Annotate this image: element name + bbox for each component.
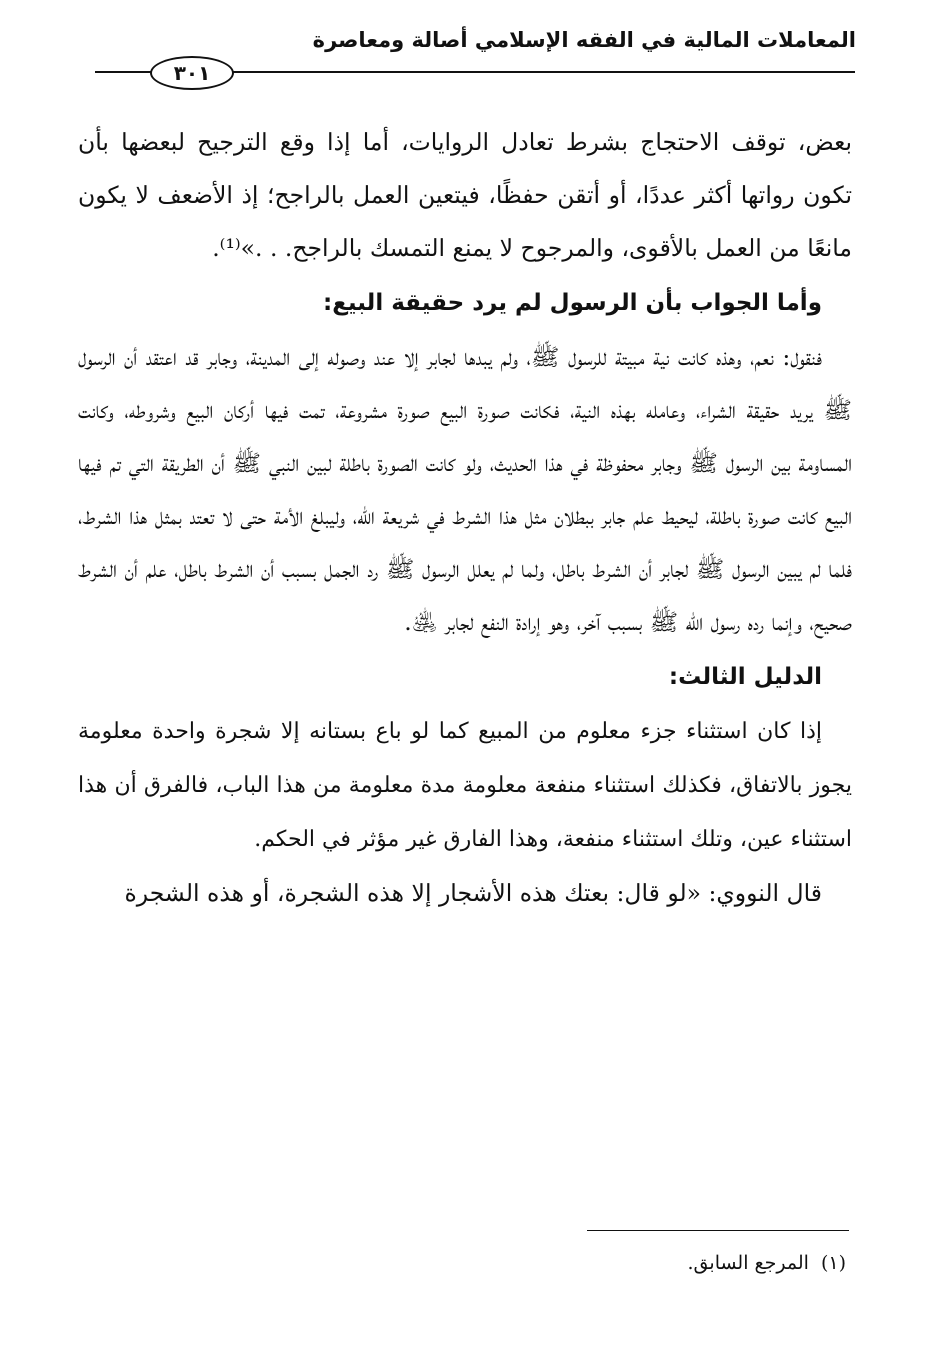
paragraph: فنقول: نعم، وهذه كانت نية مبيتة للرسول ﷺ، ولم يبدها لجابر إلا عند وصوله إلى المدينة، وجابر قد اعتقد أن الرسول ﷺ يريد حقيقة الشراء، وعامله بهذه النية، فكانت صورة البيع صورة مشروعة، تمت فيها أركان البيع وشروطه، وكانت المساومة بين الرسول ﷺ وجابر محفوظة في هذا الحديث، ولو كانت الصورة باطلة لبين النبي ﷺ أن الطريقة التي تم فيها البيع كانت صورة باطلة، ليحيط علم جابر ببطلان مثل هذا الشرط في شريعة الله، وليبلغ الأمة حتى لا تعتد بمثل هذا الشرط، فلما لم يبين الرسول ﷺ لجابر أن الشرط باطل، ولما لم يعلل الرسول ﷺ رد الجمل بسبب أن الشرط باطل، علم أن الشرط صحيح، وإنما رده رسول الله ﷺ بسبب آخر، وهو إرادة النفع لجابر ﵁. bbox=[78, 343, 852, 636]
footnote-text: المرجع السابق. bbox=[687, 1252, 809, 1274]
paragraph: قال النووي: «لو قال: بعتك هذه الأشجار إلا هذه الشجرة، أو هذه الشجرة bbox=[124, 879, 822, 907]
footnote bbox=[688, 1250, 846, 1276]
body-text bbox=[78, 116, 852, 920]
paragraph: بعض، توقف الاحتجاج بشرط تعادل الروايات، أما إذا وقع الترجيح لبعضها بأن تكون رواتها أكثر عددًا، أو أتقن حفظًا، فيتعين العمل بالراجح؛ إذ الأضعف لا يكون مانعًا من العمل بالأقوى، والمرجوح لا يمنع التمسك بالراجح. . .»⁽¹⁾. bbox=[78, 128, 852, 262]
page-number: ٣٠١ bbox=[150, 56, 234, 90]
footnote-rule bbox=[587, 1230, 849, 1231]
section-heading: الدليل الثالث: bbox=[668, 664, 822, 690]
footnote-marker: (١) bbox=[820, 1252, 846, 1274]
running-title: المعاملات المالية في الفقه الإسلامي أصالة ومعاصرة bbox=[312, 28, 856, 52]
section-heading: وأما الجواب بأن الرسول لم يرد حقيقة البيع: bbox=[323, 290, 822, 316]
paragraph: إذا كان استثناء جزء معلوم من المبيع كما لو باع بستانه إلا شجرة واحدة معلومة يجوز بالاتفاق، فكذلك استثناء منفعة معلومة مدة معلومة من هذا الباب، فالفرق أن هذا استثناء عين، وتلك استثناء منفعة، وهذا الفارق غير مؤثر في الحكم. bbox=[78, 719, 852, 852]
